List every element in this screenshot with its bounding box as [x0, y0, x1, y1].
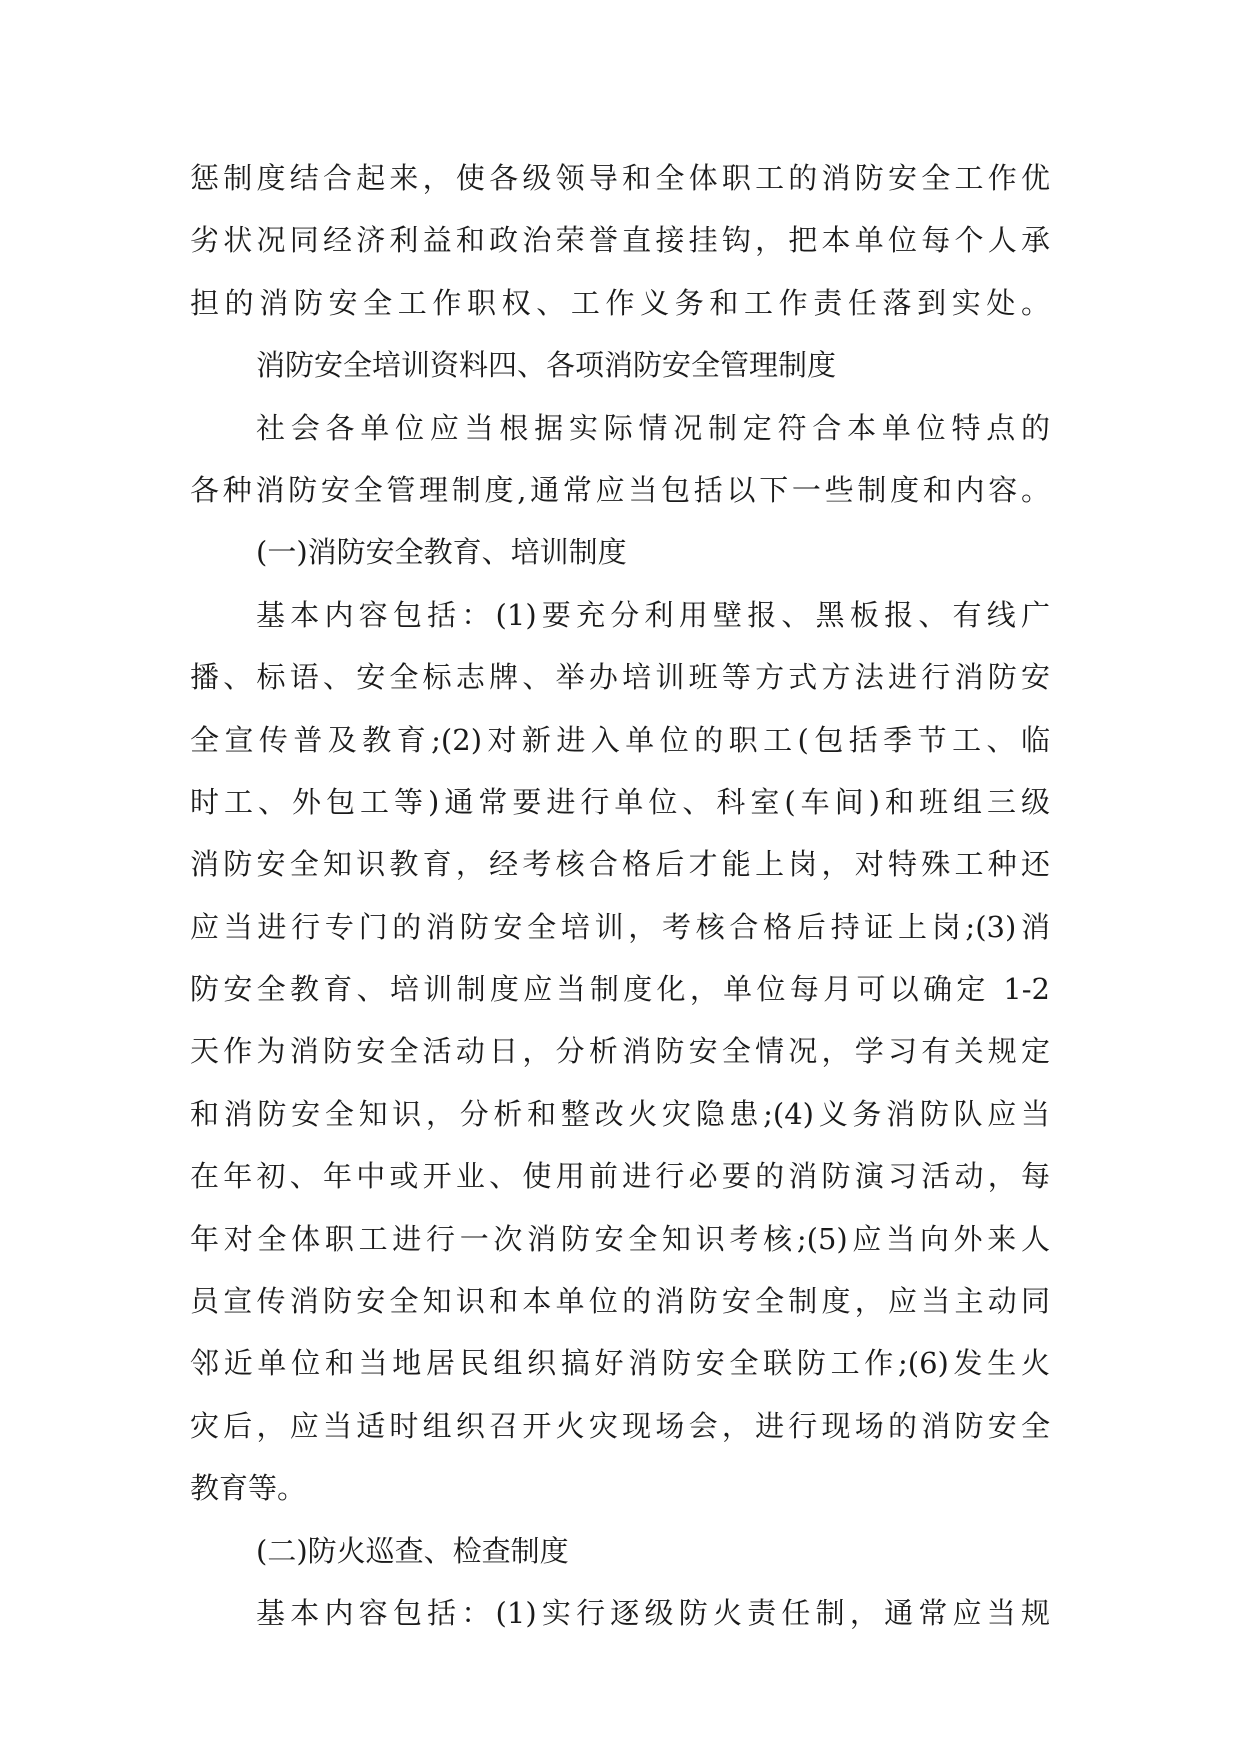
text-line: 惩制度结合起来，使各级领导和全体职工的消防安全工作优 [190, 161, 1050, 195]
document-body [190, 147, 1050, 1644]
paragraph-start-line: 消防安全培训资料四、各项消防安全管理制度 [256, 348, 837, 383]
paragraph-start-line: 基本内容包括：(1)实行逐级防火责任制，通常应当规 [256, 1595, 1050, 1630]
paragraph-start-line: 基本内容包括：(1)要充分利用壁报、黑板报、有线广 [256, 597, 1050, 632]
text-line: 防安全教育、培训制度应当制度化，单位每月可以确定 1-2 [190, 972, 1050, 1007]
paragraph-start-line: (一)消防安全教育、培训制度 [256, 535, 627, 570]
text-line: 邻近单位和当地居民组织搞好消防安全联防工作;(6)发生火 [190, 1346, 1050, 1381]
text-line: 播、标语、安全标志牌、举办培训班等方式方法进行消防安 [190, 660, 1050, 695]
text-line: 担的消防安全工作职权、工作义务和工作责任落到实处。 [190, 285, 1050, 320]
text-line: 各种消防安全管理制度,通常应当包括以下一些制度和内容。 [190, 472, 1050, 507]
text-line: 劣状况同经济利益和政治荣誉直接挂钩，把本单位每个人承 [190, 223, 1050, 258]
text-line: 在年初、年中或开业、使用前进行必要的消防演习活动，每 [190, 1159, 1050, 1194]
text-line: 应当进行专门的消防安全培训，考核合格后持证上岗;(3)消 [190, 909, 1050, 944]
text-line: 和消防安全知识，分析和整改火灾隐患;(4)义务消防队应当 [190, 1096, 1050, 1131]
paragraph-start-line: (二)防火巡查、检查制度 [256, 1533, 569, 1568]
text-line: 天作为消防安全活动日，分析消防安全情况，学习有关规定 [190, 1034, 1050, 1069]
text-line: 员宣传消防安全知识和本单位的消防安全制度，应当主动同 [190, 1284, 1050, 1319]
text-line: 年对全体职工进行一次消防安全知识考核;(5)应当向外来人 [190, 1221, 1050, 1256]
text-line: 消防安全知识教育，经考核合格后才能上岗，对特殊工种还 [190, 847, 1050, 882]
paragraph-start-line: 社会各单位应当根据实际情况制定符合本单位特点的 [256, 410, 1050, 445]
text-line: 全宣传普及教育;(2)对新进入单位的职工(包括季节工、临 [190, 722, 1050, 757]
text-line: 灾后，应当适时组织召开火灾现场会，进行现场的消防安全 [190, 1408, 1050, 1443]
text-line: 教育等。 [190, 1471, 307, 1506]
text-line: 时工、外包工等)通常要进行单位、科室(车间)和班组三级 [190, 784, 1050, 819]
